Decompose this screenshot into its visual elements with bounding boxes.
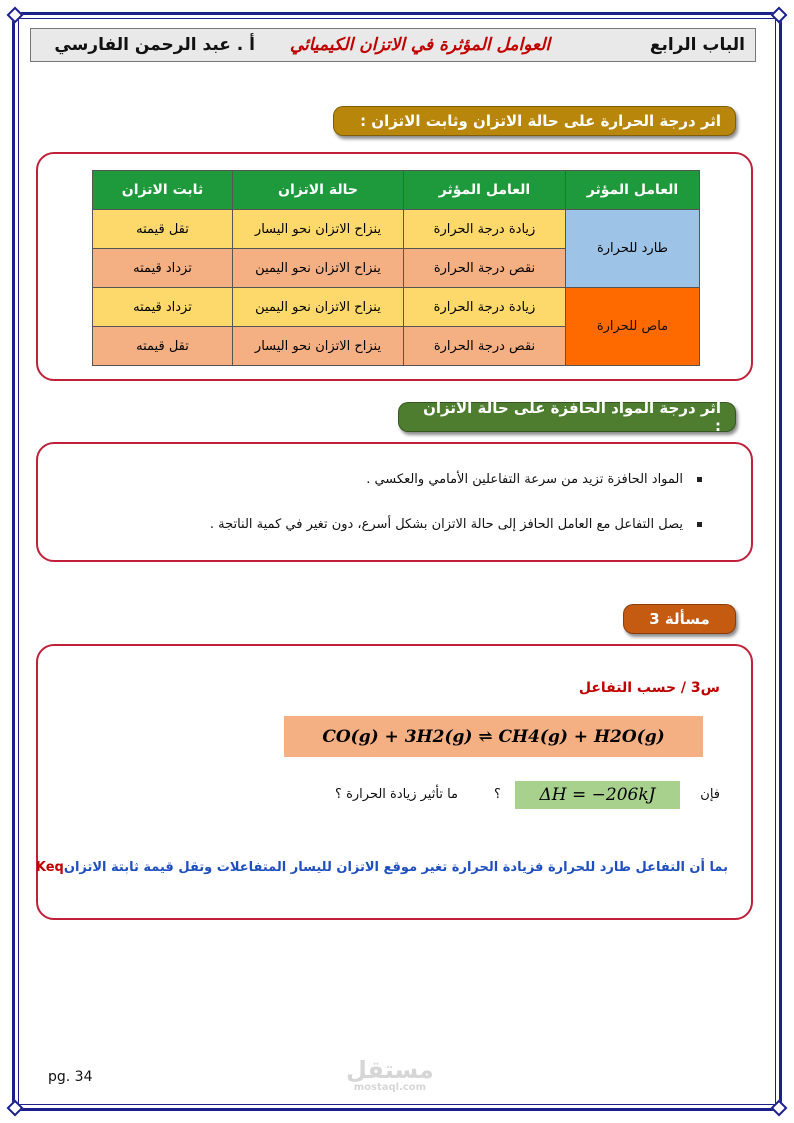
temperature-effect-table bbox=[92, 170, 700, 366]
page-number: pg. 34 bbox=[48, 1069, 93, 1085]
author-label: أ . عبد الرحمن الفارسي bbox=[54, 35, 255, 55]
section2-box bbox=[36, 442, 753, 562]
chapter-label: الباب الرابع bbox=[649, 35, 745, 55]
table-header: العامل المؤثر bbox=[404, 171, 566, 210]
reaction-equation: CO(g) + 3H2(g) ⇌ CH4(g) + H2O(g) bbox=[284, 716, 703, 757]
table-cell: زيادة درجة الحرارة bbox=[404, 288, 566, 327]
watermark-logo bbox=[346, 1058, 434, 1094]
question-text: ما تأثير زيادة الحرارة ؟ bbox=[335, 787, 458, 802]
table-header-row bbox=[93, 171, 700, 210]
bullet-text: يصل التفاعل مع العامل الحافز إلى حالة الاتزان بشكل أسرع، دون تغير في كمية الناتجة . bbox=[209, 517, 683, 532]
table-cell: زيادة درجة الحرارة bbox=[404, 210, 566, 249]
section1-title: اثر درجة الحرارة على حالة الاتزان وثابت الاتزان : bbox=[333, 106, 736, 136]
bullet-icon bbox=[697, 522, 702, 527]
table-row bbox=[93, 210, 700, 249]
if-label: فإن bbox=[700, 787, 720, 802]
table-cell: تزداد قيمته bbox=[93, 288, 233, 327]
watermark-text: مستقل bbox=[346, 1056, 434, 1084]
table-cell: ينزاح الاتزان نحو اليمين bbox=[233, 288, 404, 327]
table-header: ثابت الاتزان bbox=[93, 171, 233, 210]
table-header: حالة الاتزان bbox=[233, 171, 404, 210]
table-row bbox=[93, 288, 700, 327]
question-mark: ؟ bbox=[494, 787, 501, 802]
table-cell: نقص درجة الحرارة bbox=[404, 327, 566, 366]
table-cell: تقل قيمته bbox=[93, 327, 233, 366]
group-label-endothermic: ماص للحرارة bbox=[566, 288, 700, 366]
answer-text bbox=[36, 860, 728, 875]
table-cell: ينزاح الاتزان نحو اليسار bbox=[233, 327, 404, 366]
enthalpy-value: ΔH = −206kJ bbox=[515, 781, 680, 809]
answer-body: بما أن التفاعل طارد للحرارة فزيادة الحرارة تغير موقع الاتزان لليسار المتفاعلات وتقل قيمة ثابتة الاتزان bbox=[63, 860, 728, 875]
table-cell: تقل قيمته bbox=[93, 210, 233, 249]
list-item bbox=[210, 517, 702, 532]
table-cell: نقص درجة الحرارة bbox=[404, 249, 566, 288]
bullet-text: المواد الحافزة تزيد من سرعة التفاعلين الأمامي والعكسي . bbox=[366, 472, 683, 487]
list-item bbox=[366, 472, 702, 487]
page-title: العوامل المؤثرة في الاتزان الكيميائي bbox=[289, 35, 551, 55]
page-header bbox=[30, 28, 756, 62]
question-label: س3 / حسب التفاعل bbox=[578, 680, 720, 696]
table-cell: تزداد قيمته bbox=[93, 249, 233, 288]
table-cell: ينزاح الاتزان نحو اليمين bbox=[233, 249, 404, 288]
section2-title: اثر درجة المواد الحافزة على حالة الاتزان : bbox=[398, 402, 736, 432]
table-cell: ينزاح الاتزان نحو اليسار bbox=[233, 210, 404, 249]
group-label-exothermic: طارد للحرارة bbox=[566, 210, 700, 288]
section3-title: مسألة 3 bbox=[623, 604, 736, 634]
bullet-icon bbox=[697, 477, 702, 482]
watermark-sub: mostaql.com bbox=[353, 1082, 427, 1093]
table-header: العامل المؤثر bbox=[566, 171, 700, 210]
keq-symbol: Keq bbox=[35, 860, 64, 875]
